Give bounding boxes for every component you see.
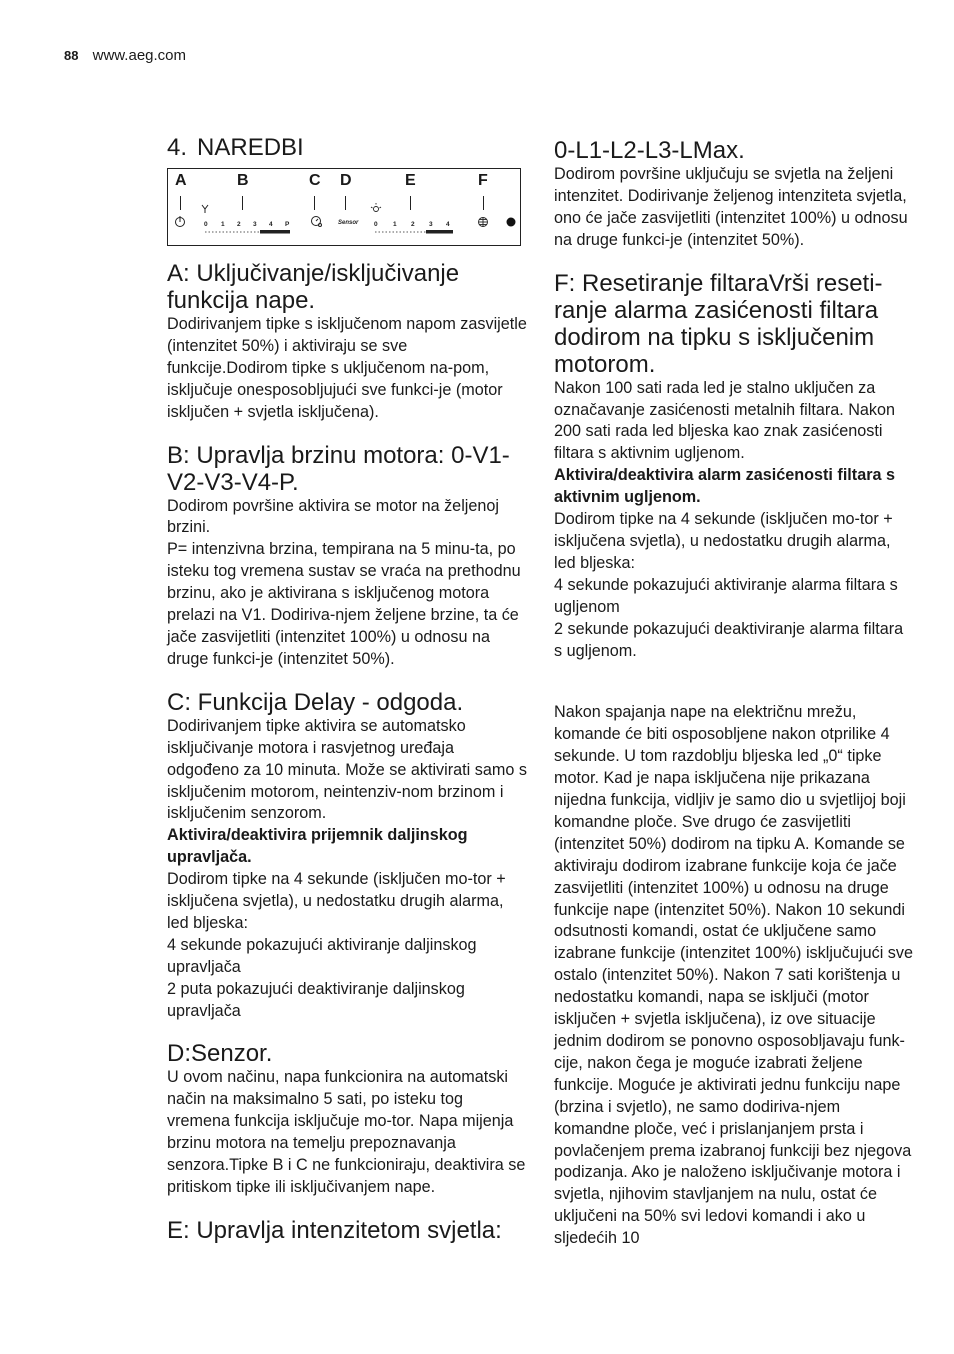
section-b-title: B: Upravlja brzinu motora: 0-V1-V2-V3-V4-P. — [167, 441, 510, 496]
section-a-text: Dodirivanjem tipke s isključenom napom zasvijetle (intenzitet 50%) i aktiviraju se sve funkcije.Dodirom tipke s uključenom na-pom, isključuje onesposobljujući sve funkci-je (motor isključen + svjetla isključena). — [167, 315, 527, 421]
timer-icon[interactable] — [312, 217, 322, 227]
section-c-text-2: Dodirom tipke na 4 sekunde (isključen mo-tor + isključena svjetla), u nedostatku drugih alarma, led bljeska: — [167, 870, 506, 932]
section-e-title-2: 0-L1-L2-L3-LMax. — [554, 137, 745, 164]
spacer — [554, 680, 914, 702]
section-number: 4. — [167, 134, 188, 161]
section-title: NAREDBI — [197, 134, 304, 161]
section-f-title: F: Resetiranje filtaraVrši reseti-ranje alarma zasićenosti filtara dodirom na tipku s isključenim motorom. — [554, 269, 883, 378]
section-c-title: C: Funkcija Delay - odgoda. — [167, 688, 464, 716]
section-d-title: D:Senzor. — [167, 1040, 273, 1068]
panel-graphics — [168, 169, 522, 247]
section-e-continued — [554, 137, 914, 252]
led-dot-icon — [507, 218, 516, 227]
left-column — [167, 134, 527, 1262]
section-f-text-2: Dodirom tipke na 4 sekunde (isključen mo-tor + isključena svjetla), u nedostatku drugih alarma, led bljeska: — [554, 510, 893, 572]
section-f-text-1: Nakon 100 sati rada led je stalno uključen za označavanje zasićenosti metalnih filtara. Nakon 200 sati rada led bljeska kao znak zasićenosti filtara s aktivnim ugljenom. — [554, 378, 896, 463]
section-f-text-4: 2 sekunde pokazujući deaktiviranje alarma filtara s ugljenom. — [554, 619, 904, 660]
section-c-text-4: 2 puta pokazujući deaktiviranje daljinskog upravljača — [167, 979, 465, 1020]
page-number: 88 — [64, 48, 79, 63]
label-f: F — [478, 172, 488, 189]
section-f-text-3: 4 sekunde pokazujući aktiviranje alarma filtara s ugljenom — [554, 575, 898, 616]
general-info-text: Nakon spajanja nape na električnu mrežu, komande će biti osposobljene nakon otprilike 4 sekunde. U tom razdoblju bljeska led „0“ tipke motor. Kad je napa isključena nije prikazana nijedna funkcija, vidljiv je samo dio u svjetlijoj boji komandne ploče. Sve drugo će zasvijetliti (intenzitet 50%) dodirom na tipku A. Komande se aktiviraju dodirom izabrane funkcije koja će jače zasvijetliti (intenzitet 100%) u odnosu na druge funkcije nape (intenzitet 50%). Nakon 10 sekundi odsutnosti komandi, ostat će uključene samo izabrane funkcije (intenzitet 100%) isključujući sve ostalo (intenzitet 50%). Nakon 7 sati korištenja u nedostatku komandi, napa se isključi (motor isključen + svjetla isključena), iz ove situacije jednim dodirom se ponovno osposobljavaju funk-cije, nakon čega je moguće izabrati željene funkcije. Moguće je aktivirati jednu funkciju nape (brzina i svjetlo), ne samo dodiriva-njem komandne ploče, već i prislanjanjem prsta i povlačenjem prema izabranoj funkciji bez njegova podizanja. Ako je naloženo isključivanje motora i svjetla, njihovim stavljanjem na nulu, ostat će uključeni na 50% svi ledovi komandi i ako u sljedećih 10 — [554, 703, 913, 1248]
speed-label-2: 2 — [237, 221, 241, 228]
general-info — [554, 702, 914, 1250]
section-c-text-3: 4 sekunde pokazujući aktiviranje daljinskog upravljača — [167, 935, 477, 976]
section-f-bold: Aktivira/deaktivira alarm zasićenosti filtara s aktivnim ugljenom. — [554, 466, 896, 507]
section-f — [554, 270, 914, 663]
speed-slider[interactable] — [205, 230, 290, 234]
light-label-0: 0 — [374, 221, 378, 228]
section-a-title: A: Uključivanje/isključivanje funkcija nape. — [167, 260, 460, 314]
speed-label-1: 1 — [221, 221, 225, 228]
label-b: B — [237, 172, 249, 189]
label-d: D — [340, 172, 352, 189]
filter-grid-icon[interactable] — [479, 218, 488, 227]
section-b-text-1: Dodirom površine aktivira se motor na željenoj brzini. — [167, 496, 499, 537]
sensor-label[interactable]: Sensor — [338, 220, 359, 226]
label-c: C — [309, 172, 321, 189]
section-c — [167, 689, 527, 1023]
section-c-text-1: Dodirivanjem tipke aktivira se automatsko isključivanje motora i rasvjetnog uređaja odgođeno za 10 minuta. Može se aktivirati samo s isključenim motorom, neintenziv-nom brzinom i isključenim senzorom. — [167, 716, 527, 823]
section-b — [167, 442, 527, 671]
speed-label-3: 3 — [253, 221, 257, 228]
section-e-text: Dodirom površine uključuju se svjetla na željeni intenzitet. Dodirivanje željenog intenziteta svjetla, ono će jače zasvijetliti (intenzitet 100%) u odnosu na druge funkci-je (intenzitet 50%). — [554, 165, 908, 249]
section-c-bold: Aktivira/deaktivira prijemnik daljinskog upravljača. — [167, 826, 468, 867]
section-d-text: U ovom načinu, napa funkcionira na automatski način na maksimalno 5 sati, po isteku tog vremena funkcija isključuje mo-tor. Napa mijenja brzinu motora na temelju prepoznavanja senzora.Tipke B i C ne funkcioniraju, deaktivira se pritiskom tipke ili isključivanjem nape. — [167, 1068, 526, 1196]
speed-label-0: 0 — [204, 221, 208, 228]
speed-label-4: 4 — [269, 221, 273, 228]
power-icon[interactable] — [176, 216, 185, 227]
section-d — [167, 1040, 527, 1198]
page-header — [64, 47, 186, 64]
fan-icon — [202, 205, 208, 213]
label-a: A — [175, 172, 187, 189]
label-e: E — [405, 172, 416, 189]
section-b-text-2: P= intenzivna brzina, tempirana na 5 minu-ta, po isteku tog vremena sustav se vraća na prethodnu brzinu, ako je aktivirana s isključenog motora prelazi na V1. Dodiriva-njem željene brzine, ta će jače zasvijetliti (intenzitet 100%) u odnosu na druge funkci-je (intenzitet 50%). — [167, 540, 521, 668]
section-e-title: E: Upravlja intenzitetom svjetla: — [167, 1216, 502, 1244]
speed-label-p: P — [285, 221, 290, 228]
section-a — [167, 260, 527, 424]
light-label-3: 3 — [429, 221, 433, 228]
light-label-4: 4 — [446, 221, 450, 228]
bulb-icon — [371, 203, 381, 212]
section-e — [167, 1217, 527, 1244]
light-slider[interactable] — [375, 230, 453, 234]
light-label-1: 1 — [393, 221, 397, 228]
light-label-2: 2 — [411, 221, 415, 228]
right-column — [554, 134, 914, 1250]
section-heading — [167, 134, 527, 162]
control-panel-diagram — [167, 168, 521, 246]
site-url: www.aeg.com — [92, 47, 187, 64]
